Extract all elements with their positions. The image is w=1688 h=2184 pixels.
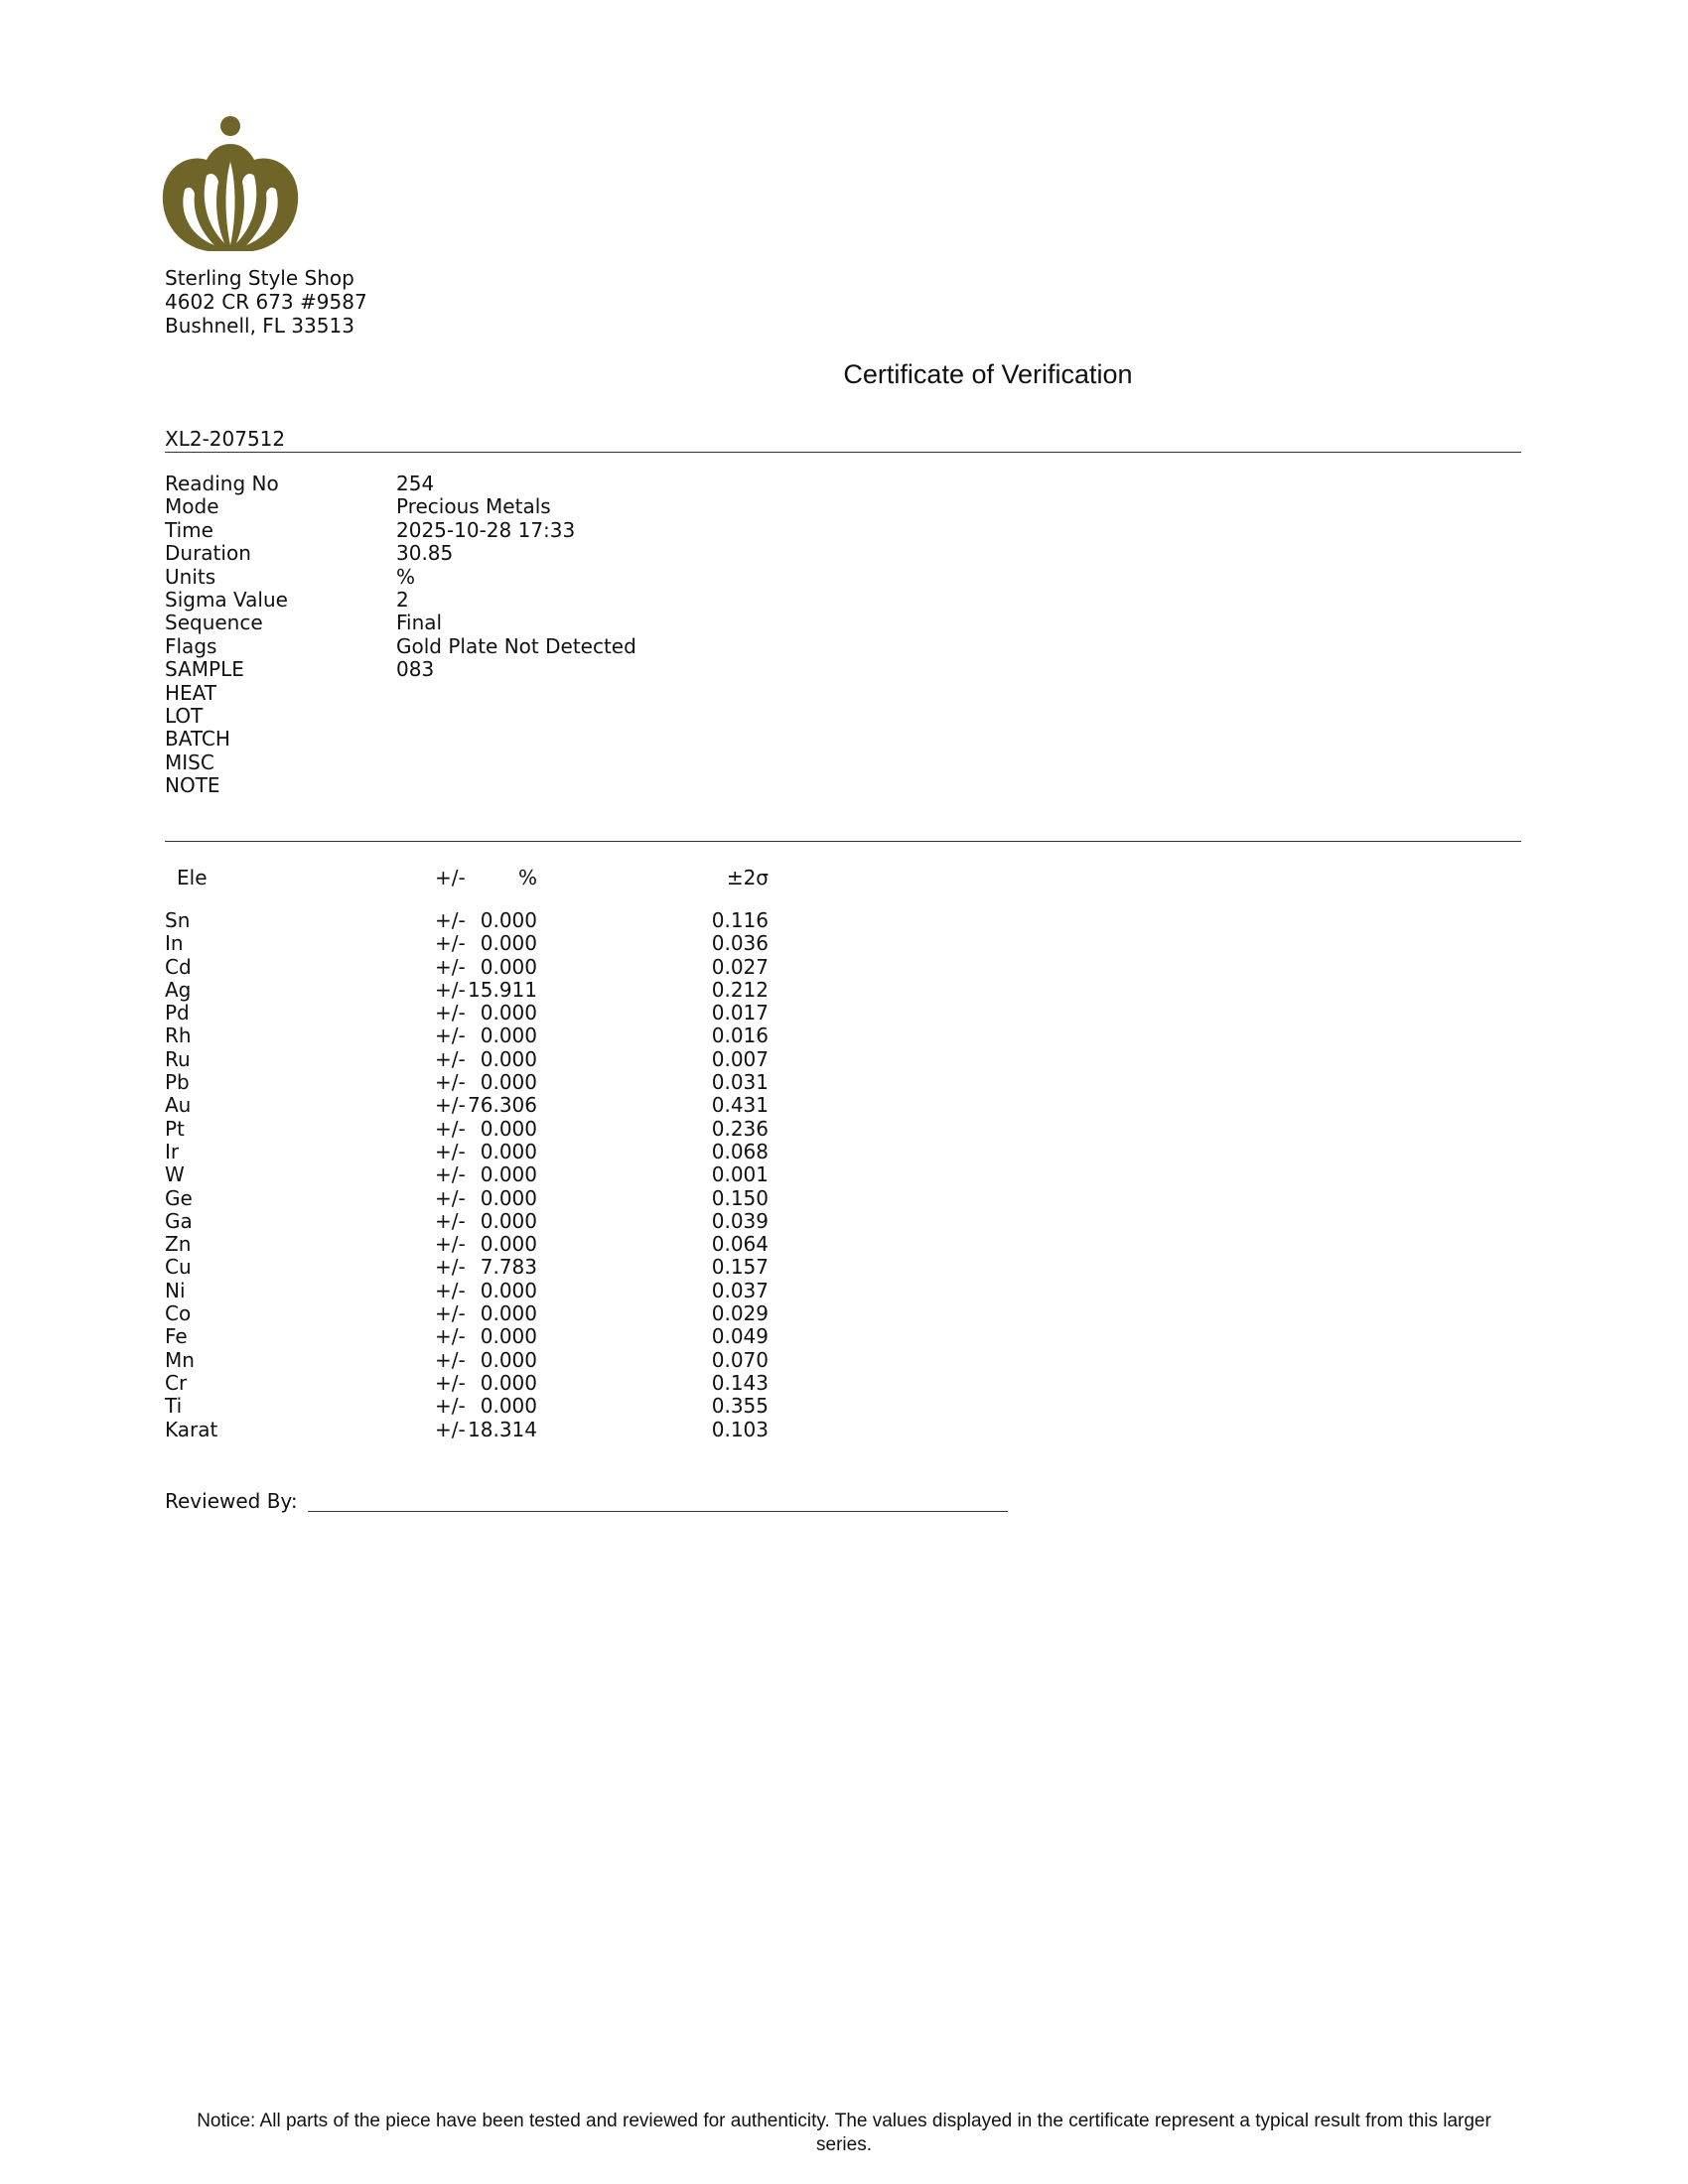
sigma-cell: 0.001 — [711, 1162, 769, 1187]
table-row — [165, 1370, 769, 1395]
element-cell: Co — [165, 1301, 192, 1326]
info-label: Flags — [165, 633, 217, 658]
table-row — [165, 1394, 769, 1419]
sigma-cell: 0.070 — [711, 1347, 769, 1372]
table-row — [165, 1255, 769, 1280]
info-label: NOTE — [165, 773, 220, 798]
sigma-cell: 0.157 — [711, 1255, 769, 1280]
sigma-cell: 0.049 — [711, 1324, 769, 1349]
plusminus-cell: +/- — [435, 1046, 466, 1071]
element-cell: Ni — [165, 1278, 186, 1302]
plusminus-cell: +/- — [435, 1116, 466, 1141]
table-row — [165, 1301, 769, 1326]
header-sigma: ±2σ — [726, 866, 769, 889]
info-value: Precious Metals — [396, 494, 551, 519]
sigma-cell: 0.016 — [711, 1024, 769, 1048]
percent-cell: 0.000 — [480, 1116, 537, 1141]
info-value: 083 — [396, 657, 435, 682]
table-row — [165, 1024, 769, 1048]
plusminus-cell: +/- — [435, 1208, 466, 1233]
element-cell: Ru — [165, 1046, 191, 1071]
element-cell: Mn — [165, 1347, 195, 1372]
address-line-1: 4602 CR 673 #9587 — [165, 290, 367, 314]
percent-cell: 0.000 — [480, 1278, 537, 1302]
plusminus-cell: +/- — [435, 1278, 466, 1302]
percent-cell: 76.306 — [468, 1093, 537, 1118]
percent-cell: 0.000 — [480, 1208, 537, 1233]
plusminus-cell: +/- — [435, 1232, 466, 1257]
percent-cell: 0.000 — [480, 1232, 537, 1257]
divider-middle — [165, 841, 1521, 842]
reviewed-by-label: Reviewed By: — [165, 1489, 298, 1513]
sigma-cell: 0.027 — [711, 954, 769, 979]
percent-cell: 7.783 — [480, 1255, 537, 1280]
table-row — [165, 1208, 769, 1233]
sigma-cell: 0.431 — [711, 1093, 769, 1118]
table-row — [165, 1116, 769, 1141]
sigma-cell: 0.007 — [711, 1046, 769, 1071]
plusminus-cell: +/- — [435, 1301, 466, 1326]
element-cell: Ir — [165, 1139, 180, 1163]
certificate-title-wrap — [0, 359, 1688, 390]
sigma-cell: 0.037 — [711, 1278, 769, 1302]
info-label: LOT — [165, 703, 204, 728]
plusminus-cell: +/- — [435, 1394, 466, 1419]
plusminus-cell: +/- — [435, 1162, 466, 1187]
element-cell: Fe — [165, 1324, 188, 1349]
info-label: Sequence — [165, 611, 263, 635]
sigma-cell: 0.068 — [711, 1139, 769, 1163]
sigma-cell: 0.116 — [711, 908, 769, 932]
lotus-logo-icon — [159, 114, 303, 253]
info-value: 254 — [396, 472, 435, 495]
device-id: XL2-207512 — [165, 427, 286, 451]
header-element: Ele — [177, 866, 208, 889]
plusminus-cell: +/- — [435, 1255, 466, 1280]
info-value: 30.85 — [396, 541, 454, 566]
table-row — [165, 977, 769, 1002]
plusminus-cell: +/- — [435, 954, 466, 979]
sigma-cell: 0.212 — [711, 977, 769, 1002]
info-value: Final — [396, 611, 443, 635]
info-label: Time — [165, 517, 213, 542]
percent-cell: 0.000 — [480, 1324, 537, 1349]
plusminus-cell: +/- — [435, 1347, 466, 1372]
table-row — [165, 1347, 769, 1372]
percent-cell: 0.000 — [480, 1394, 537, 1419]
table-row — [165, 1070, 769, 1095]
percent-cell: 0.000 — [480, 908, 537, 932]
info-label: Duration — [165, 541, 251, 566]
info-value: % — [396, 564, 416, 589]
plusminus-cell: +/- — [435, 931, 466, 956]
table-row — [165, 1185, 769, 1210]
percent-cell: 15.911 — [468, 977, 537, 1002]
percent-cell: 0.000 — [480, 1046, 537, 1071]
notice-text: Notice: All parts of the piece have been tested and reviewed for authenticity. The values displayed in the certificate represent a typical result from this larger series. — [197, 2111, 1491, 2155]
plusminus-cell: +/- — [435, 908, 466, 932]
percent-cell: 0.000 — [480, 1347, 537, 1372]
table-row — [165, 954, 769, 979]
element-cell: Cu — [165, 1255, 192, 1280]
info-label: Units — [165, 564, 216, 589]
table-row — [165, 1093, 769, 1118]
info-value: Gold Plate Not Detected — [396, 633, 636, 658]
percent-cell: 0.000 — [480, 954, 537, 979]
percent-cell: 0.000 — [480, 1139, 537, 1163]
element-cell: Ag — [165, 977, 192, 1002]
element-cell: Pd — [165, 1001, 190, 1025]
plusminus-cell: +/- — [435, 1070, 466, 1095]
plusminus-cell: +/- — [435, 1417, 466, 1441]
divider-top — [165, 452, 1521, 453]
results-table — [165, 864, 769, 1441]
plusminus-cell: +/- — [435, 1324, 466, 1349]
element-cell: Sn — [165, 908, 191, 932]
percent-cell: 18.314 — [468, 1417, 537, 1441]
percent-cell: 0.000 — [480, 1370, 537, 1395]
element-cell: Cd — [165, 954, 192, 979]
shop-name: Sterling Style Shop — [165, 266, 354, 290]
info-label: Mode — [165, 494, 219, 519]
sigma-cell: 0.017 — [711, 1001, 769, 1025]
table-row — [165, 1278, 769, 1302]
table-row — [165, 1162, 769, 1187]
plusminus-cell: +/- — [435, 977, 466, 1002]
element-cell: In — [165, 931, 184, 956]
shop-address — [165, 266, 367, 338]
plusminus-cell: +/- — [435, 1024, 466, 1048]
percent-cell: 0.000 — [480, 1185, 537, 1210]
sigma-cell: 0.064 — [711, 1232, 769, 1257]
percent-cell: 0.000 — [480, 1001, 537, 1025]
table-row — [165, 1139, 769, 1163]
sigma-cell: 0.036 — [711, 931, 769, 956]
plusminus-cell: +/- — [435, 1370, 466, 1395]
info-label: HEAT — [165, 680, 217, 705]
info-label: MISC — [165, 750, 214, 774]
results-header — [165, 864, 769, 909]
element-cell: Cr — [165, 1370, 188, 1395]
table-row — [165, 908, 769, 932]
table-row — [165, 1324, 769, 1349]
info-label: BATCH — [165, 727, 230, 751]
results-body — [165, 908, 769, 1441]
element-cell: Pb — [165, 1070, 190, 1095]
certificate-title: Certificate of Verification — [843, 359, 1133, 389]
table-row — [165, 1417, 769, 1441]
element-cell: W — [165, 1162, 185, 1187]
plusminus-cell: +/- — [435, 1185, 466, 1210]
percent-cell: 0.000 — [480, 1024, 537, 1048]
info-label: SAMPLE — [165, 657, 244, 682]
address-line-2: Bushnell, FL 33513 — [165, 314, 354, 338]
info-label: Sigma Value — [165, 587, 288, 612]
sigma-cell: 0.031 — [711, 1070, 769, 1095]
element-cell: Au — [165, 1093, 192, 1118]
element-cell: Zn — [165, 1232, 192, 1257]
sigma-cell: 0.355 — [711, 1394, 769, 1419]
sigma-cell: 0.143 — [711, 1370, 769, 1395]
percent-cell: 0.000 — [480, 931, 537, 956]
element-cell: Ge — [165, 1185, 193, 1210]
sigma-cell: 0.029 — [711, 1301, 769, 1326]
percent-cell: 0.000 — [480, 1162, 537, 1187]
sigma-cell: 0.236 — [711, 1116, 769, 1141]
sigma-cell: 0.103 — [711, 1417, 769, 1441]
header-plusminus: +/- — [435, 866, 466, 889]
signature-line — [308, 1511, 1008, 1512]
table-row — [165, 931, 769, 956]
percent-cell: 0.000 — [480, 1301, 537, 1326]
plusminus-cell: +/- — [435, 1001, 466, 1025]
plusminus-cell: +/- — [435, 1139, 466, 1163]
sigma-cell: 0.039 — [711, 1208, 769, 1233]
element-cell: Rh — [165, 1024, 192, 1048]
element-cell: Ti — [165, 1394, 183, 1419]
element-cell: Pt — [165, 1116, 185, 1141]
info-value: 2025-10-28 17:33 — [396, 517, 576, 542]
element-cell: Karat — [165, 1417, 218, 1441]
plusminus-cell: +/- — [435, 1093, 466, 1118]
table-row — [165, 1001, 769, 1025]
table-row — [165, 1232, 769, 1257]
table-row — [165, 1046, 769, 1071]
header-percent: % — [517, 866, 537, 889]
info-value: 2 — [396, 587, 409, 612]
element-cell: Ga — [165, 1208, 193, 1233]
percent-cell: 0.000 — [480, 1070, 537, 1095]
sigma-cell: 0.150 — [711, 1185, 769, 1210]
info-label: Reading No — [165, 472, 279, 495]
